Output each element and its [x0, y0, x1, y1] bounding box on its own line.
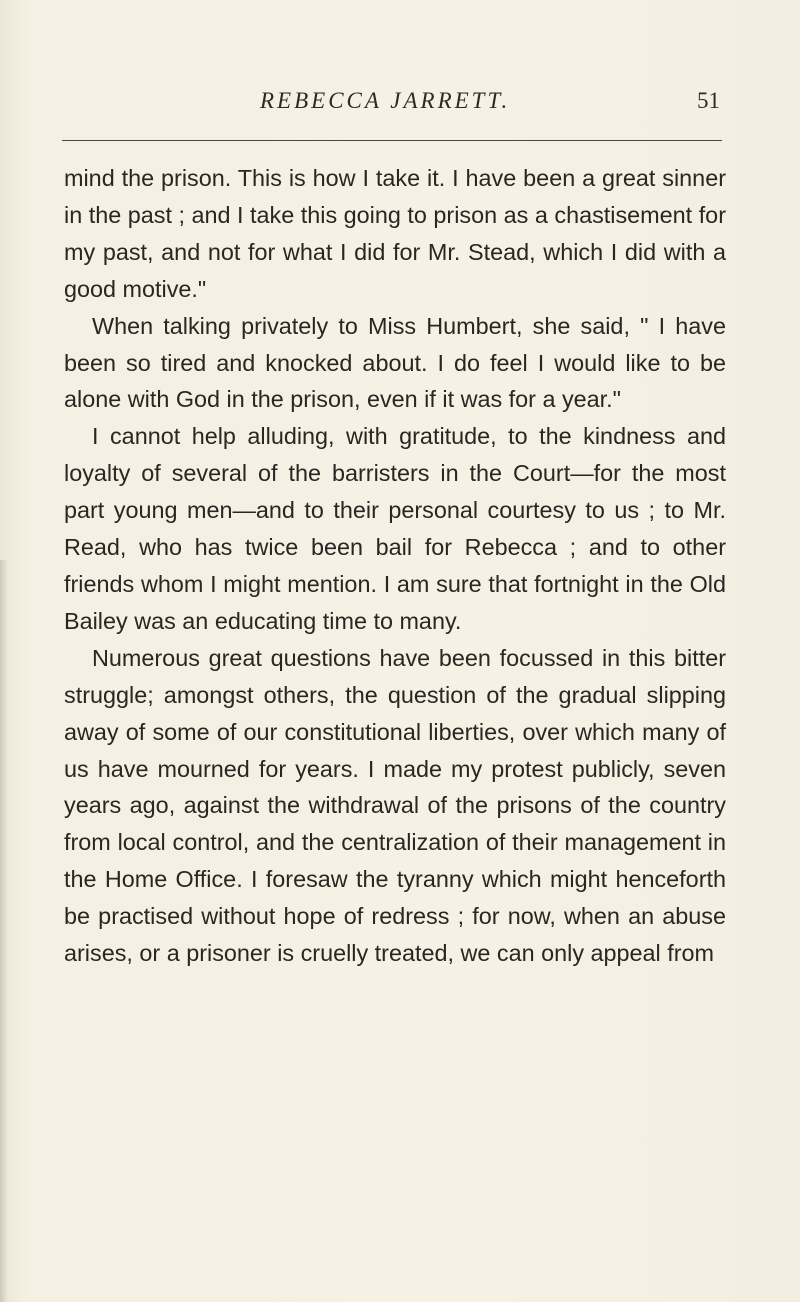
running-head [60, 88, 720, 128]
body-text [64, 160, 726, 972]
page-number: 51 [697, 88, 720, 113]
page-gutter-shadow [0, 560, 8, 1302]
paragraph-3: I cannot help alluding, with gratitude, to the kindness and loyalty of several of the barristers in the Court—for the most part young men—and to their personal courtesy to us ; to Mr. Read, who has twice been bail for Rebecca ; and to other friends whom I might mention. I am sure that fortnight in the Old Bailey was an educating time to many. [64, 423, 726, 634]
paragraph-1: mind the prison. This is how I take it. I have been a great sinner in the past ; and I take this going to prison as a chastisement for my past, and not for what I did for Mr. Stead, which I did with a good motive." [64, 165, 726, 302]
paragraph-4: Numerous great questions have been focussed in this bitter struggle; amongst others, the question of the gradual slipping away of some of our constitutional liberties, over which many of us have mourned for years. I made my protest publicly, seven years ago, against the withdrawal of the prisons of the country from local control, and the centralization of their management in the Home Office. I foresaw the tyranny which might henceforth be practised without hope of redress ; for now, when an abuse arises, or a prisoner is cruelly treated, we can only appeal from [64, 644, 726, 967]
running-head-title: REBECCA JARRETT. [260, 88, 511, 113]
paragraph-2: When talking privately to Miss Humbert, she said, " I have been so tired and knocked about. I do feel I would like to be alone with God in the prison, even if it was for a year." [64, 312, 726, 413]
header-rule [62, 140, 722, 141]
